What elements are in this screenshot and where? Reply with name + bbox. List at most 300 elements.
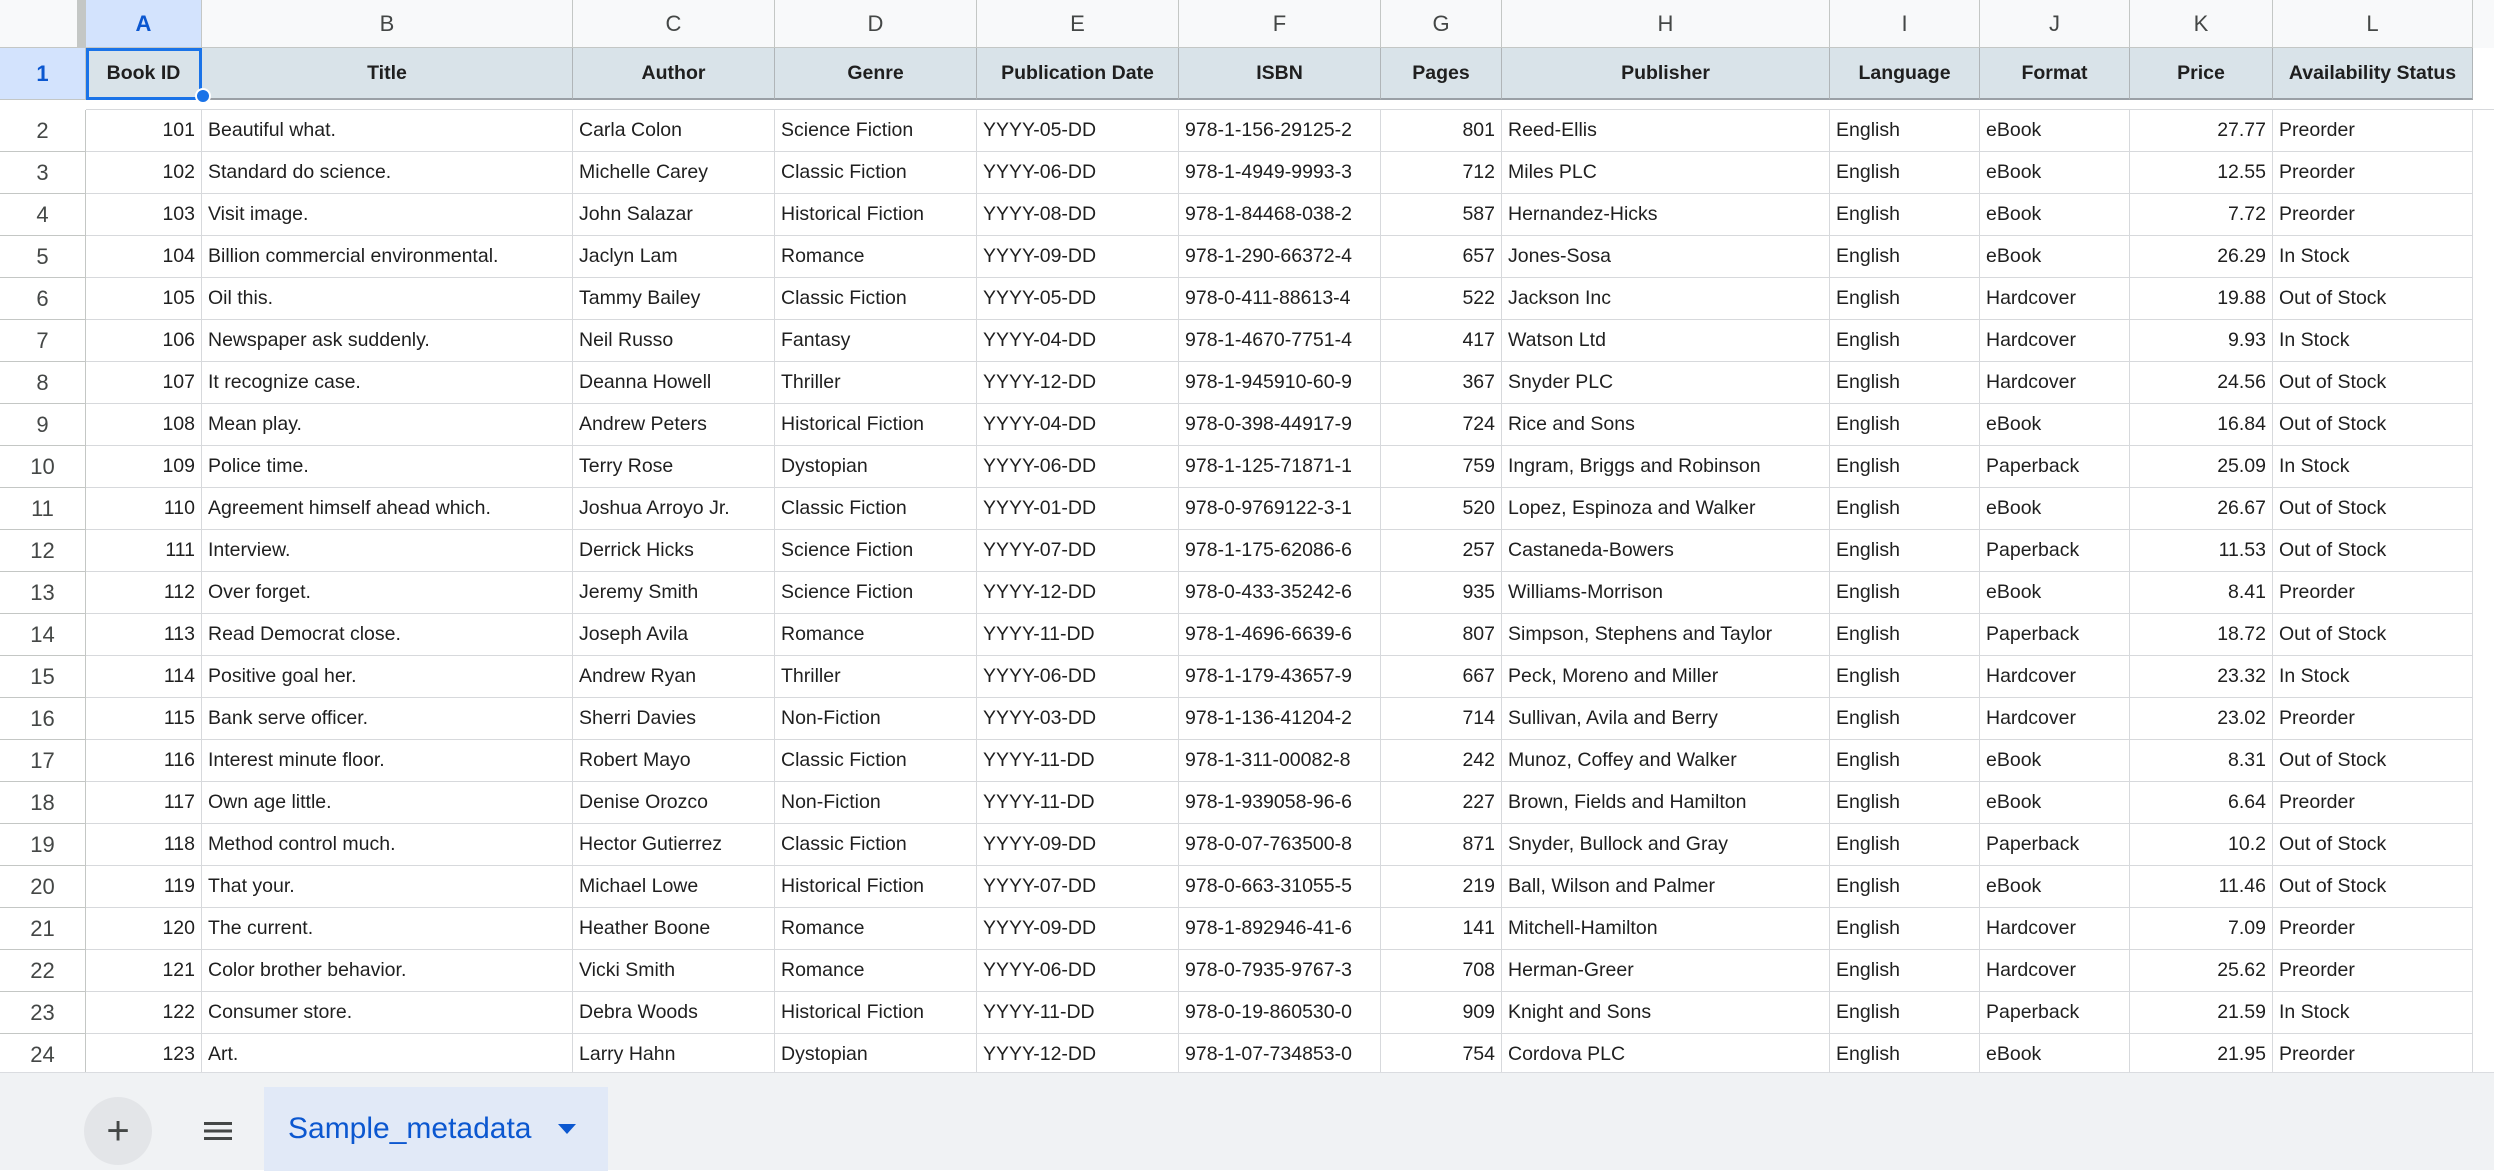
table-cell[interactable]: 417 (1381, 320, 1502, 362)
table-cell[interactable]: Out of Stock (2273, 404, 2473, 446)
table-cell[interactable]: 714 (1381, 698, 1502, 740)
table-cell[interactable]: 104 (86, 236, 202, 278)
table-cell[interactable]: 754 (1381, 1034, 1502, 1072)
row-number[interactable]: 6 (0, 278, 86, 320)
row-number[interactable]: 20 (0, 866, 86, 908)
table-cell[interactable]: YYYY-05-DD (977, 110, 1179, 152)
column-header-l[interactable]: L (2273, 0, 2473, 48)
table-cell[interactable]: YYYY-03-DD (977, 698, 1179, 740)
table-cell[interactable]: Terry Rose (573, 446, 775, 488)
table-cell[interactable]: English (1830, 320, 1980, 362)
table-cell[interactable]: Preorder (2273, 110, 2473, 152)
table-cell[interactable]: Paperback (1980, 824, 2130, 866)
table-cell[interactable]: Beautiful what. (202, 110, 573, 152)
table-cell[interactable]: Bank serve officer. (202, 698, 573, 740)
table-cell[interactable]: Classic Fiction (775, 488, 977, 530)
row-number[interactable]: 9 (0, 404, 86, 446)
table-cell[interactable]: Romance (775, 614, 977, 656)
header-cell[interactable]: Format (1980, 48, 2130, 100)
table-cell[interactable]: English (1830, 908, 1980, 950)
table-cell[interactable]: English (1830, 950, 1980, 992)
table-cell[interactable]: Munoz, Coffey and Walker (1502, 740, 1830, 782)
row-number[interactable]: 19 (0, 824, 86, 866)
table-cell[interactable]: Positive goal her. (202, 656, 573, 698)
table-cell[interactable]: Snyder PLC (1502, 362, 1830, 404)
table-cell[interactable]: English (1830, 278, 1980, 320)
table-cell[interactable]: 978-0-433-35242-6 (1179, 572, 1381, 614)
column-header-h[interactable]: H (1502, 0, 1830, 48)
table-cell[interactable]: Interest minute floor. (202, 740, 573, 782)
table-cell[interactable]: 978-1-136-41204-2 (1179, 698, 1381, 740)
table-cell[interactable]: 12.55 (2130, 152, 2273, 194)
header-cell[interactable]: Publication Date (977, 48, 1179, 100)
table-cell[interactable]: Classic Fiction (775, 824, 977, 866)
table-cell[interactable]: 119 (86, 866, 202, 908)
table-cell[interactable]: Sherri Davies (573, 698, 775, 740)
row-number[interactable]: 12 (0, 530, 86, 572)
header-cell[interactable]: Price (2130, 48, 2273, 100)
table-cell[interactable]: 978-1-4949-9993-3 (1179, 152, 1381, 194)
fill-handle[interactable] (195, 88, 211, 104)
table-cell[interactable]: Deanna Howell (573, 362, 775, 404)
table-cell[interactable]: YYYY-09-DD (977, 236, 1179, 278)
table-cell[interactable]: Preorder (2273, 572, 2473, 614)
table-cell[interactable]: Romance (775, 908, 977, 950)
table-cell[interactable]: 227 (1381, 782, 1502, 824)
table-cell[interactable]: Michelle Carey (573, 152, 775, 194)
table-cell[interactable]: 10.2 (2130, 824, 2273, 866)
column-header-a[interactable]: A (86, 0, 202, 48)
table-cell[interactable]: Larry Hahn (573, 1034, 775, 1072)
table-cell[interactable]: Knight and Sons (1502, 992, 1830, 1034)
table-cell[interactable]: In Stock (2273, 446, 2473, 488)
table-cell[interactable]: 978-1-07-734853-0 (1179, 1034, 1381, 1072)
table-cell[interactable]: Paperback (1980, 446, 2130, 488)
table-cell[interactable]: Own age little. (202, 782, 573, 824)
table-cell[interactable]: 257 (1381, 530, 1502, 572)
table-cell[interactable]: Ingram, Briggs and Robinson (1502, 446, 1830, 488)
table-cell[interactable]: 111 (86, 530, 202, 572)
table-cell[interactable]: In Stock (2273, 656, 2473, 698)
table-cell[interactable]: 978-1-892946-41-6 (1179, 908, 1381, 950)
table-cell[interactable]: 978-0-398-44917-9 (1179, 404, 1381, 446)
table-cell[interactable]: Science Fiction (775, 110, 977, 152)
table-cell[interactable]: Jackson Inc (1502, 278, 1830, 320)
table-cell[interactable]: Historical Fiction (775, 992, 977, 1034)
table-cell[interactable]: 102 (86, 152, 202, 194)
header-cell[interactable]: ISBN (1179, 48, 1381, 100)
table-cell[interactable]: Over forget. (202, 572, 573, 614)
table-cell[interactable]: Denise Orozco (573, 782, 775, 824)
table-cell[interactable]: Watson Ltd (1502, 320, 1830, 362)
table-cell[interactable]: 21.59 (2130, 992, 2273, 1034)
header-cell[interactable]: Pages (1381, 48, 1502, 100)
table-cell[interactable]: English (1830, 446, 1980, 488)
table-cell[interactable]: 667 (1381, 656, 1502, 698)
table-cell[interactable]: eBook (1980, 488, 2130, 530)
table-cell[interactable]: Science Fiction (775, 572, 977, 614)
table-cell[interactable]: Carla Colon (573, 110, 775, 152)
table-cell[interactable]: YYYY-04-DD (977, 320, 1179, 362)
table-cell[interactable]: Billion commercial environmental. (202, 236, 573, 278)
table-cell[interactable]: English (1830, 614, 1980, 656)
table-cell[interactable]: Simpson, Stephens and Taylor (1502, 614, 1830, 656)
table-cell[interactable]: Paperback (1980, 992, 2130, 1034)
table-cell[interactable]: John Salazar (573, 194, 775, 236)
table-cell[interactable]: Read Democrat close. (202, 614, 573, 656)
table-cell[interactable]: 978-0-19-860530-0 (1179, 992, 1381, 1034)
table-cell[interactable]: 103 (86, 194, 202, 236)
table-cell[interactable]: Out of Stock (2273, 866, 2473, 908)
table-cell[interactable]: Out of Stock (2273, 740, 2473, 782)
table-cell[interactable]: 108 (86, 404, 202, 446)
table-cell[interactable]: Method control much. (202, 824, 573, 866)
table-cell[interactable]: 21.95 (2130, 1034, 2273, 1072)
table-cell[interactable]: eBook (1980, 782, 2130, 824)
column-header-e[interactable]: E (977, 0, 1179, 48)
table-cell[interactable]: 978-0-411-88613-4 (1179, 278, 1381, 320)
table-cell[interactable]: 522 (1381, 278, 1502, 320)
table-cell[interactable]: English (1830, 488, 1980, 530)
table-cell[interactable]: 367 (1381, 362, 1502, 404)
table-cell[interactable]: 26.29 (2130, 236, 2273, 278)
table-cell[interactable]: 712 (1381, 152, 1502, 194)
table-cell[interactable]: YYYY-11-DD (977, 740, 1179, 782)
row-number[interactable]: 8 (0, 362, 86, 404)
table-cell[interactable]: eBook (1980, 740, 2130, 782)
table-cell[interactable]: 978-0-9769122-3-1 (1179, 488, 1381, 530)
table-cell[interactable]: Paperback (1980, 614, 2130, 656)
table-cell[interactable]: That your. (202, 866, 573, 908)
column-header-b[interactable]: B (202, 0, 573, 48)
table-cell[interactable]: Out of Stock (2273, 362, 2473, 404)
table-cell[interactable]: 105 (86, 278, 202, 320)
table-cell[interactable]: Visit image. (202, 194, 573, 236)
table-cell[interactable]: 115 (86, 698, 202, 740)
table-cell[interactable]: 520 (1381, 488, 1502, 530)
table-cell[interactable]: Historical Fiction (775, 404, 977, 446)
column-header-i[interactable]: I (1830, 0, 1980, 48)
row-number[interactable]: 17 (0, 740, 86, 782)
table-cell[interactable]: Andrew Ryan (573, 656, 775, 698)
table-cell[interactable]: YYYY-04-DD (977, 404, 1179, 446)
table-cell[interactable]: 19.88 (2130, 278, 2273, 320)
table-cell[interactable]: Hardcover (1980, 278, 2130, 320)
table-cell[interactable]: 978-1-4696-6639-6 (1179, 614, 1381, 656)
table-cell[interactable]: English (1830, 404, 1980, 446)
table-cell[interactable]: Michael Lowe (573, 866, 775, 908)
table-cell[interactable]: Police time. (202, 446, 573, 488)
table-cell[interactable]: 101 (86, 110, 202, 152)
table-cell[interactable]: Cordova PLC (1502, 1034, 1830, 1072)
table-cell[interactable]: eBook (1980, 152, 2130, 194)
table-cell[interactable]: eBook (1980, 866, 2130, 908)
table-cell[interactable]: 978-1-156-29125-2 (1179, 110, 1381, 152)
table-cell[interactable]: YYYY-12-DD (977, 572, 1179, 614)
header-cell[interactable]: Author (573, 48, 775, 100)
table-cell[interactable]: Hardcover (1980, 950, 2130, 992)
row-number[interactable]: 23 (0, 992, 86, 1034)
table-cell[interactable]: In Stock (2273, 992, 2473, 1034)
table-cell[interactable]: YYYY-08-DD (977, 194, 1179, 236)
table-cell[interactable]: YYYY-07-DD (977, 530, 1179, 572)
header-cell[interactable]: Availability Status (2273, 48, 2473, 100)
row-number[interactable]: 18 (0, 782, 86, 824)
table-cell[interactable]: 16.84 (2130, 404, 2273, 446)
caret-down-icon[interactable] (558, 1124, 576, 1134)
table-cell[interactable]: 909 (1381, 992, 1502, 1034)
table-cell[interactable]: YYYY-12-DD (977, 1034, 1179, 1072)
table-cell[interactable]: Mitchell-Hamilton (1502, 908, 1830, 950)
table-cell[interactable]: Herman-Greer (1502, 950, 1830, 992)
table-cell[interactable]: Castaneda-Bowers (1502, 530, 1830, 572)
table-cell[interactable]: Standard do science. (202, 152, 573, 194)
table-cell[interactable]: 117 (86, 782, 202, 824)
table-cell[interactable]: English (1830, 194, 1980, 236)
table-cell[interactable]: 113 (86, 614, 202, 656)
table-cell[interactable]: 122 (86, 992, 202, 1034)
table-cell[interactable]: YYYY-06-DD (977, 950, 1179, 992)
table-cell[interactable]: 657 (1381, 236, 1502, 278)
table-cell[interactable]: Thriller (775, 362, 977, 404)
table-cell[interactable]: 107 (86, 362, 202, 404)
table-cell[interactable]: Hardcover (1980, 320, 2130, 362)
table-cell[interactable]: 11.53 (2130, 530, 2273, 572)
table-cell[interactable]: English (1830, 824, 1980, 866)
corner-freeze-bar[interactable] (77, 0, 85, 48)
table-cell[interactable]: Vicki Smith (573, 950, 775, 992)
table-cell[interactable]: YYYY-12-DD (977, 362, 1179, 404)
table-cell[interactable]: eBook (1980, 110, 2130, 152)
column-header-j[interactable]: J (1980, 0, 2130, 48)
table-cell[interactable]: 8.31 (2130, 740, 2273, 782)
table-cell[interactable]: Hardcover (1980, 908, 2130, 950)
table-cell[interactable]: Out of Stock (2273, 530, 2473, 572)
row-number[interactable]: 15 (0, 656, 86, 698)
table-cell[interactable]: Snyder, Bullock and Gray (1502, 824, 1830, 866)
table-cell[interactable]: 114 (86, 656, 202, 698)
table-cell[interactable]: YYYY-06-DD (977, 656, 1179, 698)
row-number[interactable]: 13 (0, 572, 86, 614)
table-cell[interactable]: Historical Fiction (775, 194, 977, 236)
table-cell[interactable]: 110 (86, 488, 202, 530)
table-cell[interactable]: Jaclyn Lam (573, 236, 775, 278)
table-cell[interactable]: Lopez, Espinoza and Walker (1502, 488, 1830, 530)
header-cell[interactable]: Genre (775, 48, 977, 100)
table-cell[interactable]: 123 (86, 1034, 202, 1072)
row-number[interactable]: 1 (0, 48, 86, 100)
table-cell[interactable]: eBook (1980, 572, 2130, 614)
table-cell[interactable]: English (1830, 110, 1980, 152)
table-cell[interactable]: 871 (1381, 824, 1502, 866)
table-cell[interactable]: 23.32 (2130, 656, 2273, 698)
cell-grid[interactable] (86, 48, 2494, 1072)
row-number[interactable]: 21 (0, 908, 86, 950)
table-cell[interactable]: 978-0-07-763500-8 (1179, 824, 1381, 866)
table-cell[interactable]: English (1830, 152, 1980, 194)
table-cell[interactable]: 978-1-175-62086-6 (1179, 530, 1381, 572)
row-number[interactable]: 10 (0, 446, 86, 488)
table-cell[interactable]: English (1830, 362, 1980, 404)
table-cell[interactable]: 26.67 (2130, 488, 2273, 530)
table-cell[interactable]: Oil this. (202, 278, 573, 320)
column-header-c[interactable]: C (573, 0, 775, 48)
table-cell[interactable]: Tammy Bailey (573, 278, 775, 320)
table-cell[interactable]: In Stock (2273, 320, 2473, 362)
table-cell[interactable]: Debra Woods (573, 992, 775, 1034)
table-cell[interactable]: 807 (1381, 614, 1502, 656)
table-cell[interactable]: YYYY-06-DD (977, 446, 1179, 488)
table-cell[interactable]: YYYY-06-DD (977, 152, 1179, 194)
table-cell[interactable]: Preorder (2273, 698, 2473, 740)
table-cell[interactable]: 7.09 (2130, 908, 2273, 950)
select-all-corner[interactable] (0, 0, 86, 48)
table-cell[interactable]: 25.09 (2130, 446, 2273, 488)
table-cell[interactable]: Classic Fiction (775, 278, 977, 320)
table-cell[interactable]: 141 (1381, 908, 1502, 950)
table-cell[interactable]: 978-0-7935-9767-3 (1179, 950, 1381, 992)
table-cell[interactable]: 6.64 (2130, 782, 2273, 824)
row-number[interactable]: 22 (0, 950, 86, 992)
header-cell[interactable]: Language (1830, 48, 1980, 100)
table-cell[interactable]: 978-1-939058-96-6 (1179, 782, 1381, 824)
table-cell[interactable]: 23.02 (2130, 698, 2273, 740)
table-cell[interactable]: Andrew Peters (573, 404, 775, 446)
table-cell[interactable]: Science Fiction (775, 530, 977, 572)
table-cell[interactable]: Art. (202, 1034, 573, 1072)
table-cell[interactable]: Preorder (2273, 950, 2473, 992)
table-cell[interactable]: 978-1-311-00082-8 (1179, 740, 1381, 782)
table-cell[interactable]: English (1830, 782, 1980, 824)
table-cell[interactable]: YYYY-05-DD (977, 278, 1179, 320)
table-cell[interactable]: Romance (775, 236, 977, 278)
table-cell[interactable]: Preorder (2273, 908, 2473, 950)
table-cell[interactable]: 801 (1381, 110, 1502, 152)
table-cell[interactable]: Neil Russo (573, 320, 775, 362)
table-cell[interactable]: The current. (202, 908, 573, 950)
header-cell[interactable]: Title (202, 48, 573, 100)
table-cell[interactable]: 109 (86, 446, 202, 488)
table-cell[interactable]: Historical Fiction (775, 866, 977, 908)
table-cell[interactable]: Thriller (775, 656, 977, 698)
table-cell[interactable]: Dystopian (775, 1034, 977, 1072)
table-cell[interactable]: Out of Stock (2273, 614, 2473, 656)
table-cell[interactable]: Romance (775, 950, 977, 992)
table-cell[interactable]: Classic Fiction (775, 152, 977, 194)
table-cell[interactable]: YYYY-11-DD (977, 782, 1179, 824)
table-cell[interactable]: Hernandez-Hicks (1502, 194, 1830, 236)
row-number[interactable]: 14 (0, 614, 86, 656)
table-cell[interactable]: 708 (1381, 950, 1502, 992)
table-cell[interactable]: Robert Mayo (573, 740, 775, 782)
table-cell[interactable]: Reed-Ellis (1502, 110, 1830, 152)
all-sheets-button[interactable] (184, 1097, 252, 1165)
column-header-k[interactable]: K (2130, 0, 2273, 48)
table-cell[interactable]: Out of Stock (2273, 824, 2473, 866)
table-cell[interactable]: Jeremy Smith (573, 572, 775, 614)
table-cell[interactable]: English (1830, 1034, 1980, 1072)
table-cell[interactable]: English (1830, 740, 1980, 782)
table-cell[interactable]: 724 (1381, 404, 1502, 446)
table-cell[interactable]: 935 (1381, 572, 1502, 614)
column-header-d[interactable]: D (775, 0, 977, 48)
table-cell[interactable]: English (1830, 572, 1980, 614)
table-cell[interactable]: 118 (86, 824, 202, 866)
table-cell[interactable]: YYYY-07-DD (977, 866, 1179, 908)
table-cell[interactable]: YYYY-11-DD (977, 614, 1179, 656)
table-cell[interactable]: eBook (1980, 1034, 2130, 1072)
table-cell[interactable]: 978-1-4670-7751-4 (1179, 320, 1381, 362)
table-cell[interactable]: 978-1-290-66372-4 (1179, 236, 1381, 278)
table-cell[interactable]: Hardcover (1980, 656, 2130, 698)
table-cell[interactable]: 18.72 (2130, 614, 2273, 656)
table-cell[interactable]: Out of Stock (2273, 488, 2473, 530)
table-cell[interactable]: 978-1-945910-60-9 (1179, 362, 1381, 404)
table-cell[interactable]: 978-1-84468-038-2 (1179, 194, 1381, 236)
table-cell[interactable]: Color brother behavior. (202, 950, 573, 992)
table-cell[interactable]: Classic Fiction (775, 740, 977, 782)
table-cell[interactable]: YYYY-11-DD (977, 992, 1179, 1034)
table-cell[interactable]: Non-Fiction (775, 698, 977, 740)
table-cell[interactable]: English (1830, 992, 1980, 1034)
table-cell[interactable]: Dystopian (775, 446, 977, 488)
table-cell[interactable]: YYYY-09-DD (977, 908, 1179, 950)
row-number[interactable]: 24 (0, 1034, 86, 1072)
table-cell[interactable]: Out of Stock (2273, 278, 2473, 320)
table-cell[interactable]: English (1830, 698, 1980, 740)
sheet-tab-sample-metadata[interactable] (264, 1087, 608, 1171)
table-cell[interactable]: 219 (1381, 866, 1502, 908)
table-cell[interactable]: 106 (86, 320, 202, 362)
table-cell[interactable]: Miles PLC (1502, 152, 1830, 194)
table-cell[interactable]: Paperback (1980, 530, 2130, 572)
column-header-f[interactable]: F (1179, 0, 1381, 48)
table-cell[interactable]: 9.93 (2130, 320, 2273, 362)
table-cell[interactable]: Jones-Sosa (1502, 236, 1830, 278)
table-cell[interactable]: 27.77 (2130, 110, 2273, 152)
table-cell[interactable]: Interview. (202, 530, 573, 572)
table-cell[interactable]: Hector Gutierrez (573, 824, 775, 866)
table-cell[interactable]: English (1830, 236, 1980, 278)
table-cell[interactable]: Mean play. (202, 404, 573, 446)
row-number[interactable]: 4 (0, 194, 86, 236)
row-number[interactable]: 7 (0, 320, 86, 362)
table-cell[interactable]: Preorder (2273, 782, 2473, 824)
header-cell[interactable]: Book ID (86, 48, 202, 100)
table-cell[interactable]: 978-1-179-43657-9 (1179, 656, 1381, 698)
row-number[interactable]: 11 (0, 488, 86, 530)
table-cell[interactable]: Preorder (2273, 194, 2473, 236)
table-cell[interactable]: Peck, Moreno and Miller (1502, 656, 1830, 698)
table-cell[interactable]: 120 (86, 908, 202, 950)
table-cell[interactable]: 121 (86, 950, 202, 992)
table-cell[interactable]: 978-1-125-71871-1 (1179, 446, 1381, 488)
table-cell[interactable]: Preorder (2273, 1034, 2473, 1072)
table-cell[interactable]: Joshua Arroyo Jr. (573, 488, 775, 530)
table-cell[interactable]: eBook (1980, 404, 2130, 446)
table-cell[interactable]: 587 (1381, 194, 1502, 236)
table-cell[interactable]: Agreement himself ahead which. (202, 488, 573, 530)
table-cell[interactable]: Derrick Hicks (573, 530, 775, 572)
table-cell[interactable]: Sullivan, Avila and Berry (1502, 698, 1830, 740)
table-cell[interactable]: Rice and Sons (1502, 404, 1830, 446)
row-number[interactable]: 5 (0, 236, 86, 278)
row-number[interactable]: 2 (0, 110, 86, 152)
table-cell[interactable]: eBook (1980, 194, 2130, 236)
table-cell[interactable]: eBook (1980, 236, 2130, 278)
table-cell[interactable]: YYYY-09-DD (977, 824, 1179, 866)
table-cell[interactable]: Joseph Avila (573, 614, 775, 656)
